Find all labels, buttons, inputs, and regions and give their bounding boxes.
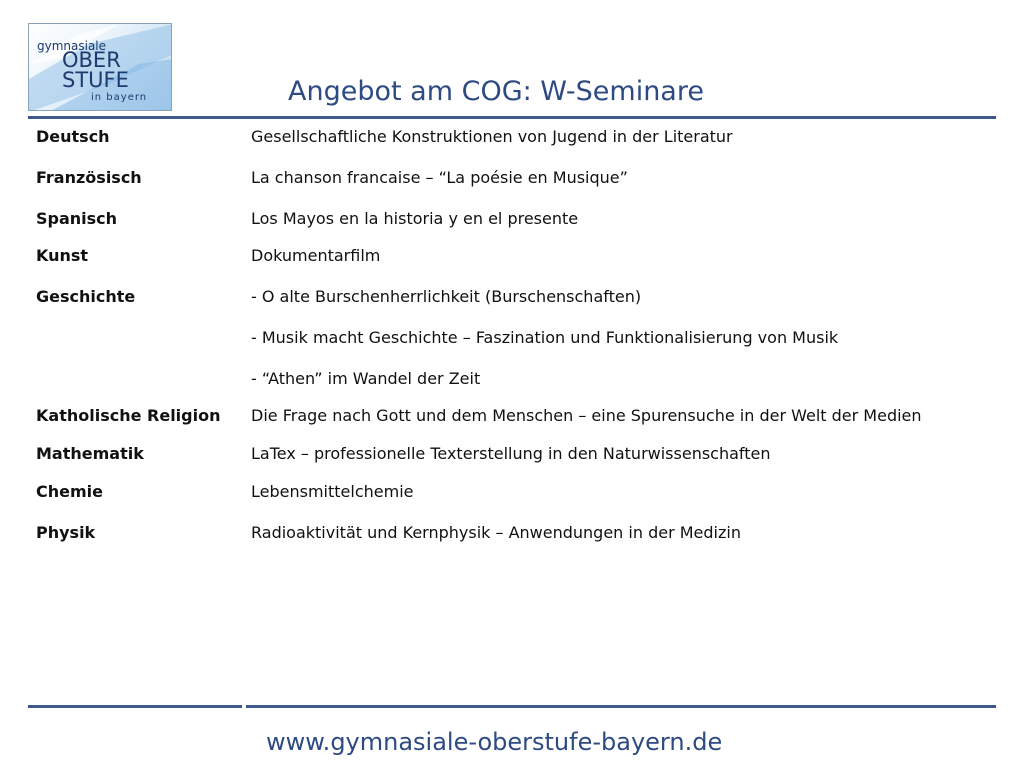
logo-text-gymnasiale: gymnasiale [37,39,107,53]
topic-cell: La chanson francaise – “La poésie en Musique” [251,168,628,187]
logo-text-in-bayern: in bayern [91,92,148,103]
page-title: Angebot am COG: W-Seminare [288,76,704,107]
footer-url[interactable]: www.gymnasiale-oberstufe-bayern.de [266,728,723,756]
topic-cell: - “Athen” im Wandel der Zeit [251,369,481,388]
subject-cell: Katholische Religion [36,406,221,425]
header-rule [28,116,996,119]
subject-cell: Mathematik [36,444,144,463]
subject-cell: Spanisch [36,209,118,228]
topic-cell: Dokumentarfilm [251,246,381,265]
subject-cell: Deutsch [36,127,110,146]
footer-rule-right [246,705,996,708]
subject-cell: Französisch [36,168,142,187]
topic-cell: Die Frage nach Gott und dem Menschen – eine Spurensuche in der Welt der Medien [251,406,922,425]
logo [28,23,172,111]
subject-cell: Geschichte [36,287,136,306]
logo-text-ober: OBER [62,48,121,72]
logo-text-stufe: STUFE [62,68,129,92]
topic-cell: Radioaktivität und Kernphysik – Anwendungen in der Medizin [251,523,741,542]
subject-cell: Physik [36,523,96,542]
subject-cell: Chemie [36,482,103,501]
topic-cell: Los Mayos en la historia y en el presente [251,209,579,228]
topic-cell: - Musik macht Geschichte – Faszination und Funktionalisierung von Musik [251,328,839,347]
topic-cell: Lebensmittelchemie [251,482,414,501]
topic-cell: Gesellschaftliche Konstruktionen von Jugend in der Literatur [251,127,733,146]
subject-cell: Kunst [36,246,89,265]
footer-rule-left [28,705,242,708]
topic-cell: LaTex – professionelle Texterstellung in den Naturwissenschaften [251,444,771,463]
topic-cell: - O alte Burschenherrlichkeit (Burschenschaften) [251,287,642,306]
